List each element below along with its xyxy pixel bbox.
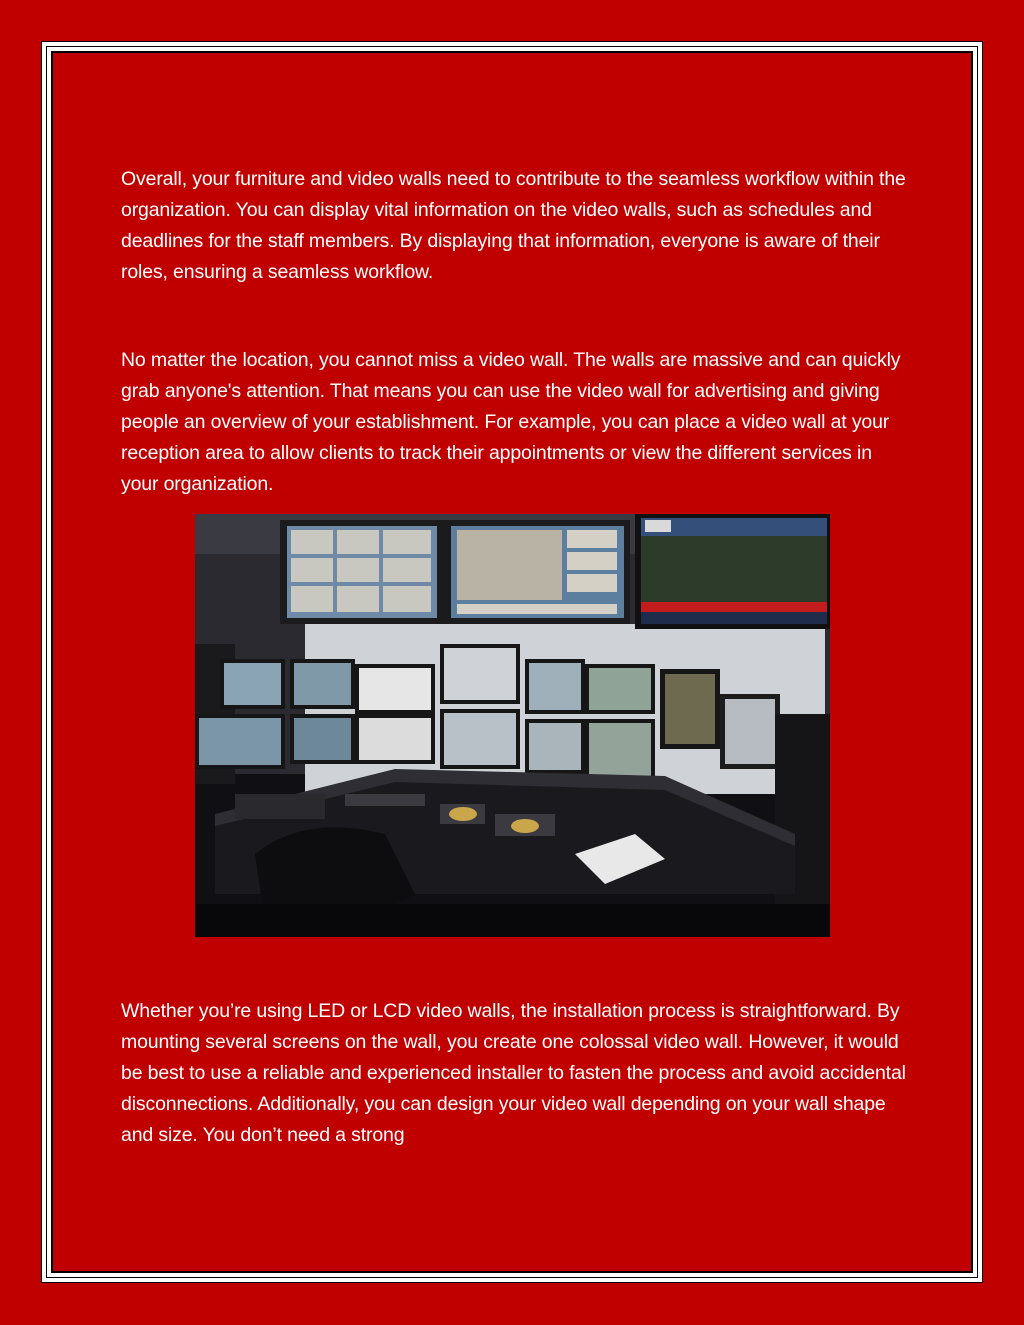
paragraph-attention: No matter the location, you cannot miss a video wall. The walls are massive and can quickly grab anyone's attention. That means you can use the video wall for advertising and giving people an overview of your establishment. For example, you can place a video wall at your reception area to allow clients to track their appointments or view the different services in your organization. [121, 349, 901, 495]
paragraph-installation: Whether you’re using LED or LCD video walls, the installation process is straightforward. By mounting several screens on the wall, you create one colossal video wall. However, it would be best to use a reliable and experienced installer to fasten the process and avoid accidental disconnections. Additionally, you can design your video wall depending on your wall shape and size. You don’t need a strong [121, 1000, 906, 1146]
paragraph-workflow: Overall, your furniture and video walls need to contribute to the seamless workflow within the organization. You can display vital information on the video walls, such as schedules and deadlines for the staff members. By displaying that information, everyone is aware of their roles, ensuring a seamless workflow. [121, 168, 906, 283]
control-room-photo [195, 514, 830, 937]
